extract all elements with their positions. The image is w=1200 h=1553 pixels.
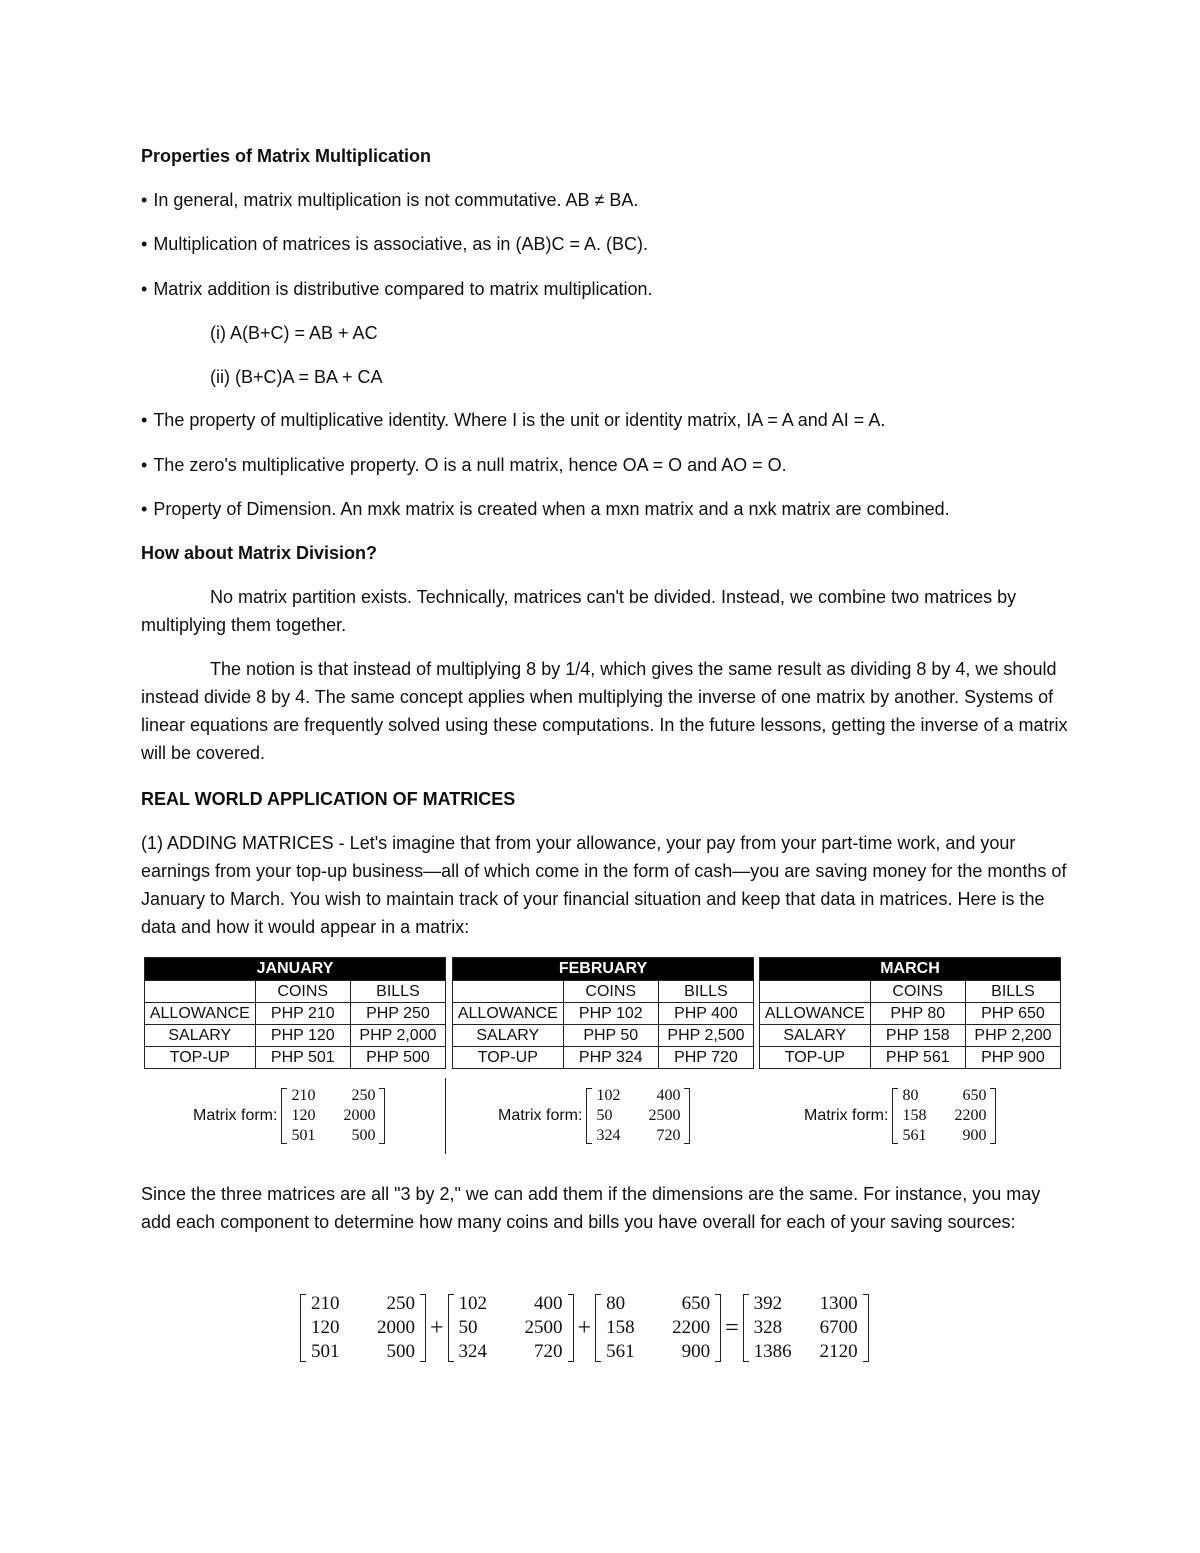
matrix-form-label: Matrix form:	[804, 1107, 889, 1124]
cell: PHP 2,000	[350, 1025, 445, 1047]
table-row	[760, 1003, 1061, 1025]
cell: PHP 561	[870, 1047, 965, 1069]
row-label: ALLOWANCE	[760, 1003, 871, 1025]
table-row	[760, 1025, 1061, 1047]
matrix-cell: 2120	[819, 1341, 858, 1362]
matrix-cell: 102	[596, 1087, 621, 1104]
matrix-cell: 324	[596, 1127, 621, 1144]
matrix-cell: 500	[351, 1127, 376, 1144]
matrix-cell: 2200	[672, 1317, 711, 1338]
cell: PHP 2,500	[658, 1025, 753, 1047]
matrix-cell: 2500	[648, 1107, 681, 1124]
matrix-cell: 210	[311, 1293, 340, 1314]
col-bills: BILLS	[658, 981, 753, 1003]
matrix-march	[892, 1086, 996, 1146]
cell: PHP 2,200	[965, 1025, 1060, 1047]
row-label: TOP-UP	[145, 1047, 256, 1069]
matrix-cell: 2500	[524, 1317, 563, 1338]
table-february	[452, 957, 754, 1069]
division-paragraph-1	[141, 583, 1071, 639]
table-title: MARCH	[760, 958, 1061, 981]
matrix-cell: 392	[753, 1293, 783, 1314]
matrix-cell: 210	[291, 1087, 316, 1104]
division-p2-text: The notion is that instead of multiplying 8 by 1/4, which gives the same result as dividing 8 by 4, we should instead divide 8 by 4. The same concept applies when multiplying the inverse of one matrix by another. Systems of linear equations are frequently solved using these computations. In the future lessons, getting the inverse of a matrix will be covered.	[141, 659, 1068, 763]
cell: PHP 324	[563, 1047, 658, 1069]
table-title: JANUARY	[145, 958, 446, 981]
division-heading: How about Matrix Division?	[141, 543, 378, 563]
matrix-cell: 2200	[954, 1107, 987, 1124]
matrix-cell: 900	[962, 1127, 987, 1144]
table-january	[144, 957, 446, 1069]
table-march	[759, 957, 1061, 1069]
sub-item-ii: (ii) (B+C)A = BA + CA	[210, 367, 383, 387]
matrix-cell: 120	[291, 1107, 316, 1124]
matrix-cell: 102	[458, 1293, 488, 1314]
table-row	[453, 1003, 754, 1025]
matrix-cell: 561	[606, 1341, 635, 1362]
matrix-form-january	[193, 1086, 385, 1146]
cell: PHP 400	[658, 1003, 753, 1025]
row-label: ALLOWANCE	[145, 1003, 256, 1025]
cell: PHP 158	[870, 1025, 965, 1047]
table-row	[145, 1003, 446, 1025]
sum-matrix-march	[595, 1292, 721, 1364]
matrix-cell: 80	[902, 1087, 919, 1104]
matrix-cell: 561	[902, 1127, 927, 1144]
cell: PHP 900	[965, 1047, 1060, 1069]
application-paragraph-2: Since the three matrices are all "3 by 2," we can add them if the dimensions are the same. For instance, you may add each component to determine how many coins and bills you have overall for each of your saving sources:	[141, 1184, 1041, 1232]
row-label: ALLOWANCE	[453, 1003, 564, 1025]
matrix-cell: 501	[311, 1341, 340, 1362]
plus-sign: +	[577, 1314, 592, 1341]
matrix-cell: 501	[291, 1127, 316, 1144]
matrix-cell: 500	[386, 1341, 415, 1362]
matrix-form-february	[498, 1086, 690, 1146]
matrix-cell: 400	[534, 1293, 563, 1314]
matrix-cell: 650	[962, 1087, 987, 1104]
table-row	[145, 1025, 446, 1047]
table-title: FEBRUARY	[453, 958, 754, 981]
col-bills: BILLS	[350, 981, 445, 1003]
matrix-cell: 1300	[819, 1293, 858, 1314]
table-row	[453, 1047, 754, 1069]
cell: PHP 102	[563, 1003, 658, 1025]
matrix-cell: 1386	[753, 1341, 792, 1362]
row-label: SALARY	[760, 1025, 871, 1047]
matrix-cell: 328	[753, 1317, 783, 1338]
matrix-cell: 2000	[377, 1317, 415, 1338]
matrix-cell: 50	[458, 1317, 478, 1338]
matrix-form-label: Matrix form:	[498, 1107, 583, 1124]
row-label: SALARY	[453, 1025, 564, 1047]
col-coins: COINS	[563, 981, 658, 1003]
bullet-distributive: • Matrix addition is distributive compared to matrix multiplication.	[141, 275, 1071, 303]
row-label: SALARY	[145, 1025, 256, 1047]
col-bills: BILLS	[965, 981, 1060, 1003]
cell: PHP 80	[870, 1003, 965, 1025]
section-heading: Properties of Matrix Multiplication	[141, 146, 432, 166]
cell: PHP 210	[255, 1003, 350, 1025]
matrix-cell: 720	[656, 1127, 681, 1144]
cell: PHP 120	[255, 1025, 350, 1047]
matrix-january	[281, 1086, 385, 1146]
matrix-form-march	[804, 1086, 996, 1146]
cell: PHP 720	[658, 1047, 753, 1069]
matrix-cell: 120	[311, 1317, 340, 1338]
bullet-associative: • Multiplication of matrices is associative, as in (AB)C = A. (BC).	[141, 230, 1071, 258]
col-coins: COINS	[255, 981, 350, 1003]
sum-matrix-result	[743, 1292, 869, 1364]
bullet-commutative: • In general, matrix multiplication is not commutative. AB ≠ BA.	[141, 186, 1071, 214]
cell: PHP 650	[965, 1003, 1060, 1025]
bullet-zero: • The zero's multiplicative property. O is a null matrix, hence OA = O and AO = O.	[141, 451, 1071, 479]
divider	[445, 1078, 446, 1154]
plus-sign: +	[430, 1314, 444, 1341]
sub-item-i: (i) A(B+C) = AB + AC	[210, 323, 378, 343]
table-row	[760, 1047, 1061, 1069]
matrix-cell: 50	[596, 1107, 613, 1124]
bullet-dimension: • Property of Dimension. An mxk matrix is created when a mxn matrix and a nxk matrix are combined.	[141, 495, 1071, 523]
matrix-cell: 250	[351, 1087, 376, 1104]
cell: PHP 500	[350, 1047, 445, 1069]
matrix-form-label: Matrix form:	[193, 1107, 278, 1124]
division-p1-text: No matrix partition exists. Technically, matrices can't be divided. Instead, we combine two matrices by multiplying them together.	[141, 587, 1017, 635]
bullet-identity: • The property of multiplicative identity. Where I is the unit or identity matrix, IA = A and AI = A.	[141, 406, 1071, 434]
sum-matrix-january	[300, 1292, 426, 1364]
sum-matrix-february	[448, 1292, 574, 1364]
matrix-cell: 324	[458, 1341, 488, 1362]
table-row	[453, 1025, 754, 1047]
matrix-cell: 720	[534, 1341, 563, 1362]
matrix-cell: 900	[681, 1341, 711, 1362]
cell: PHP 501	[255, 1047, 350, 1069]
matrix-cell: 400	[656, 1087, 681, 1104]
row-label: TOP-UP	[453, 1047, 564, 1069]
cell: PHP 50	[563, 1025, 658, 1047]
matrix-cell: 158	[902, 1107, 927, 1124]
row-label: TOP-UP	[760, 1047, 871, 1069]
matrix-february	[586, 1086, 690, 1146]
division-paragraph-2	[141, 655, 1071, 767]
matrix-cell: 80	[606, 1293, 626, 1314]
matrix-cell: 6700	[819, 1317, 858, 1338]
matrix-sum-equation	[300, 1292, 869, 1364]
matrix-cell: 2000	[343, 1107, 376, 1124]
matrix-cell: 650	[681, 1293, 711, 1314]
matrix-cell: 250	[386, 1293, 415, 1314]
application-paragraph-1: (1) ADDING MATRICES - Let's imagine that from your allowance, your pay from your part-time work, and your earnings from your top-up business—all of which come in the form of cash—you are saving money for the months of January to March. You wish to maintain track of your financial situation and keep that data in matrices. Here is the data and how it would appear in a matrix:	[141, 833, 1067, 937]
table-row	[145, 1047, 446, 1069]
equals-sign: =	[725, 1314, 739, 1341]
cell: PHP 250	[350, 1003, 445, 1025]
col-coins: COINS	[870, 981, 965, 1003]
matrix-cell: 158	[606, 1317, 635, 1338]
application-heading: REAL WORLD APPLICATION OF MATRICES	[141, 789, 516, 809]
